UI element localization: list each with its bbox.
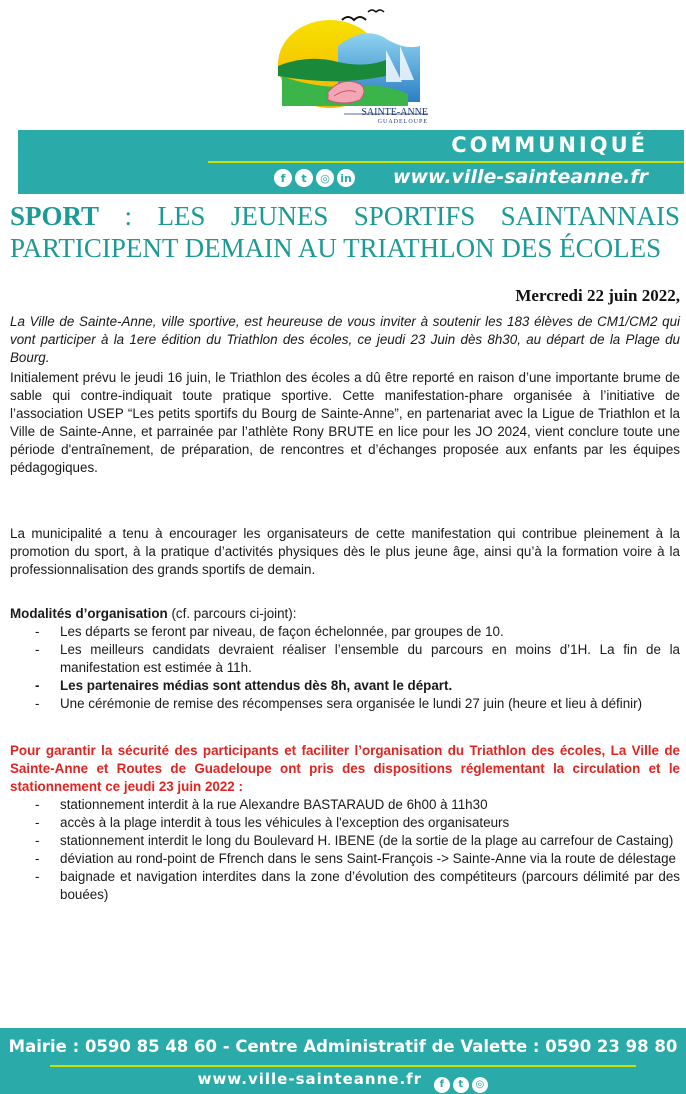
headline-category: SPORT xyxy=(10,201,100,231)
twitter-icon[interactable]: t xyxy=(295,169,313,187)
list-item: - stationnement interdit à la rue Alexandre BASTARAUD de 6h00 à 11h30 xyxy=(10,796,680,814)
list-item: - Les meilleurs candidats devraient réaliser l’ensemble du parcours en moins d’1H. La fin de la manifestation est estimée à 11h. xyxy=(10,641,680,677)
linkedin-icon[interactable]: in xyxy=(337,169,355,187)
facebook-icon[interactable]: f xyxy=(434,1077,450,1093)
headline xyxy=(10,200,680,264)
list-item: - déviation au rond-point de Ffrench dans le sens Saint-François -> Sainte-Anne via la route de délestage xyxy=(10,850,680,868)
securite-heading: Pour garantir la sécurité des participants et faciliter l’organisation du Triathlon des écoles, La Ville de Sainte-Anne et Routes de Guadeloupe ont pris des dispositions réglementant la circulation et le stationnement ce jeudi 23 juin 2022 : xyxy=(10,743,680,794)
list-item: - baignade et navigation interdites dans la zone d’évolution des compétiteurs (parcours délimité par des bouées) xyxy=(10,868,680,904)
headline-separator: : xyxy=(99,201,158,231)
header-website-link[interactable]: www.ville-sainteanne.fr xyxy=(392,166,648,188)
footer-band xyxy=(0,1028,686,1094)
modalites-heading: Modalités d’organisation (cf. parcours ci-joint): xyxy=(10,606,297,621)
headline-line-1: LES JEUNES SPORTIFS SAINTANNAIS xyxy=(157,201,680,231)
list-item: - Une cérémonie de remise des récompenses sera organisée le lundi 27 juin (heure et lieu à définir) xyxy=(10,695,680,713)
logo-subtitle: GUADELOUPE xyxy=(377,119,428,125)
paragraph-2: La municipalité a tenu à encourager les organisateurs de cette manifestation qui contribue pleinement à la promotion du sport, à la pratique d’activités physiques dès le plus jeune âge, ainsi qu’à la formation voire à la professionnalisation des grands sportifs de demain. xyxy=(10,526,680,577)
header-divider xyxy=(208,161,684,163)
header-band xyxy=(18,130,684,194)
publication-date: Mercredi 22 juin 2022, xyxy=(515,286,680,305)
sainte-anne-logo xyxy=(268,6,440,130)
intro-paragraph: La Ville de Sainte-Anne, ville sportive, est heureuse de vous inviter à soutenir les 183 élèves de CM1/CM2 qui vont participer à la 1ere édition du Triathlon des écoles, ce jeudi 23 Juin dès 8h30, au départ de la Plage du Bourg. xyxy=(10,314,680,365)
footer-url-row xyxy=(0,1070,686,1093)
footer-website-link[interactable]: www.ville-sainteanne.fr xyxy=(197,1070,423,1088)
modalites-list xyxy=(10,623,680,713)
list-item: - Les départs se feront par niveau, de façon échelonnée, par groupes de 10. xyxy=(10,623,680,641)
footer-divider xyxy=(50,1065,636,1067)
logo-name: SAINTE-ANNE xyxy=(361,107,428,118)
instagram-icon[interactable]: ◎ xyxy=(316,169,334,187)
securite-section xyxy=(10,742,680,904)
footer-contacts: Mairie : 0590 85 48 60 - Centre Administratif de Valette : 0590 23 98 80 xyxy=(8,1037,678,1056)
modalites-section xyxy=(10,605,680,713)
list-item: - accès à la plage interdit à tous les véhicules à l'exception des organisateurs xyxy=(10,814,680,832)
list-item: - stationnement interdit le long du Boulevard H. IBENE (de la sortie de la plage au carrefour de Castaing) xyxy=(10,832,680,850)
headline-line-2: PARTICIPENT DEMAIN AU TRIATHLON DES ÉCOLES xyxy=(10,233,662,263)
communique-title: COMMUNIQUÉ xyxy=(451,133,648,157)
instagram-icon[interactable]: ◎ xyxy=(472,1077,488,1093)
header-social-icons xyxy=(274,169,355,187)
securite-list xyxy=(10,796,680,904)
footer-social-icons xyxy=(434,1077,488,1093)
twitter-icon[interactable]: t xyxy=(453,1077,469,1093)
list-item: - Les partenaires médias sont attendus dès 8h, avant le départ. xyxy=(10,677,680,695)
paragraph-1: Initialement prévu le jeudi 16 juin, le Triathlon des écoles a dû être reporté en raison d’une importante brume de sable qui contre-indiquait toute pratique sportive. Cette manifestation-phare organisée à l’initiative de l’association USEP “Les petits sportifs du Bourg de Sainte-Anne”, en partenariat avec la Ligue de Triathlon et la Ville de Sainte-Anne, et parrainée par l’athlète Rony BRUTE en lice pour les JO 2024, vient conclure toute une période d'entraînement, de préparation, de rencontres et d’échanges proposée aux enfants par les équipes pédagogiques. xyxy=(10,370,680,475)
facebook-icon[interactable]: f xyxy=(274,169,292,187)
